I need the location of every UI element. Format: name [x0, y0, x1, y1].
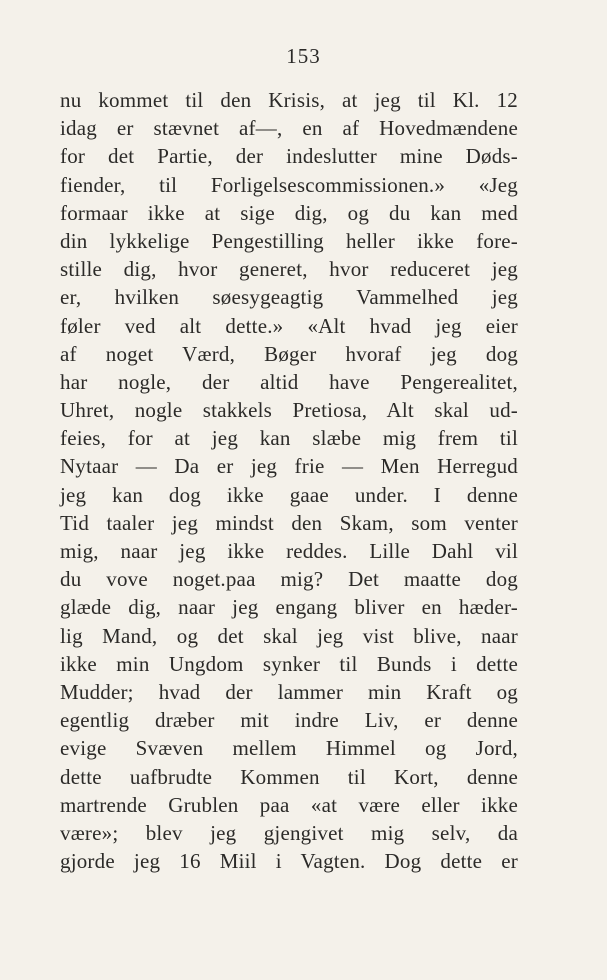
text-line: evige Svæven mellem Himmel og Jord,: [60, 736, 518, 761]
text-line: formaar ikke at sige dig, og du kan med: [60, 200, 518, 225]
text-line: gjorde jeg 16 Miil i Vagten. Dog dette er: [60, 849, 518, 874]
text-line: lig Mand, og det skal jeg vist blive, naar: [60, 623, 518, 648]
text-line: din lykkelige Pengestilling heller ikke fore-: [60, 228, 518, 253]
text-line: ikke min Ungdom synker til Bunds i dette: [60, 651, 518, 676]
text-line: idag er stævnet af—, en af Hovedmændene: [60, 116, 518, 141]
text-line: Nytaar — Da er jeg frie — Men Herregud: [60, 454, 518, 479]
text-line: glæde dig, naar jeg engang bliver en hæder-: [60, 595, 518, 620]
text-line: egentlig dræber mit indre Liv, er denne: [60, 708, 518, 733]
text-line: af noget Værd, Bøger hvoraf jeg dog: [60, 341, 518, 366]
text-line: Mudder; hvad der lammer min Kraft og: [60, 679, 518, 704]
text-line: mig, naar jeg ikke reddes. Lille Dahl vil: [60, 539, 518, 563]
text-line: jeg kan dog ikke gaae under. I denne: [60, 482, 518, 507]
text-line: feies, for at jeg kan slæbe mig frem til: [60, 426, 518, 451]
text-line: for det Partie, der indeslutter mine Døds-: [60, 144, 518, 169]
text-line: dette uafbrudte Kommen til Kort, denne: [60, 764, 518, 789]
page-number: 153: [286, 44, 321, 68]
text-line: Uhret, nogle stakkels Pretiosa, Alt skal ud-: [60, 398, 518, 423]
text-line: være»; blev jeg gjengivet mig selv, da: [60, 820, 518, 845]
body-text: [60, 86, 518, 875]
text-line: har nogle, der altid have Pengerealitet,: [60, 369, 518, 394]
text-line: Tid taaler jeg mindst den Skam, som venter: [60, 510, 518, 535]
text-line: stille dig, hvor generet, hvor reduceret jeg: [60, 257, 518, 282]
text-line: fiender, til Forligelsescommissionen.» «Jeg: [60, 172, 518, 197]
text-line: martrende Grublen paa «at være eller ikke: [60, 792, 518, 817]
text-line: du vove noget.paa mig? Det maatte dog: [60, 567, 518, 592]
text-line: føler ved alt dette.» «Alt hvad jeg eier: [60, 313, 518, 338]
text-line: nu kommet til den Krisis, at jeg til Kl. 12: [60, 88, 518, 112]
text-line: er, hvilken søesygeagtig Vammelhed jeg: [60, 285, 518, 310]
